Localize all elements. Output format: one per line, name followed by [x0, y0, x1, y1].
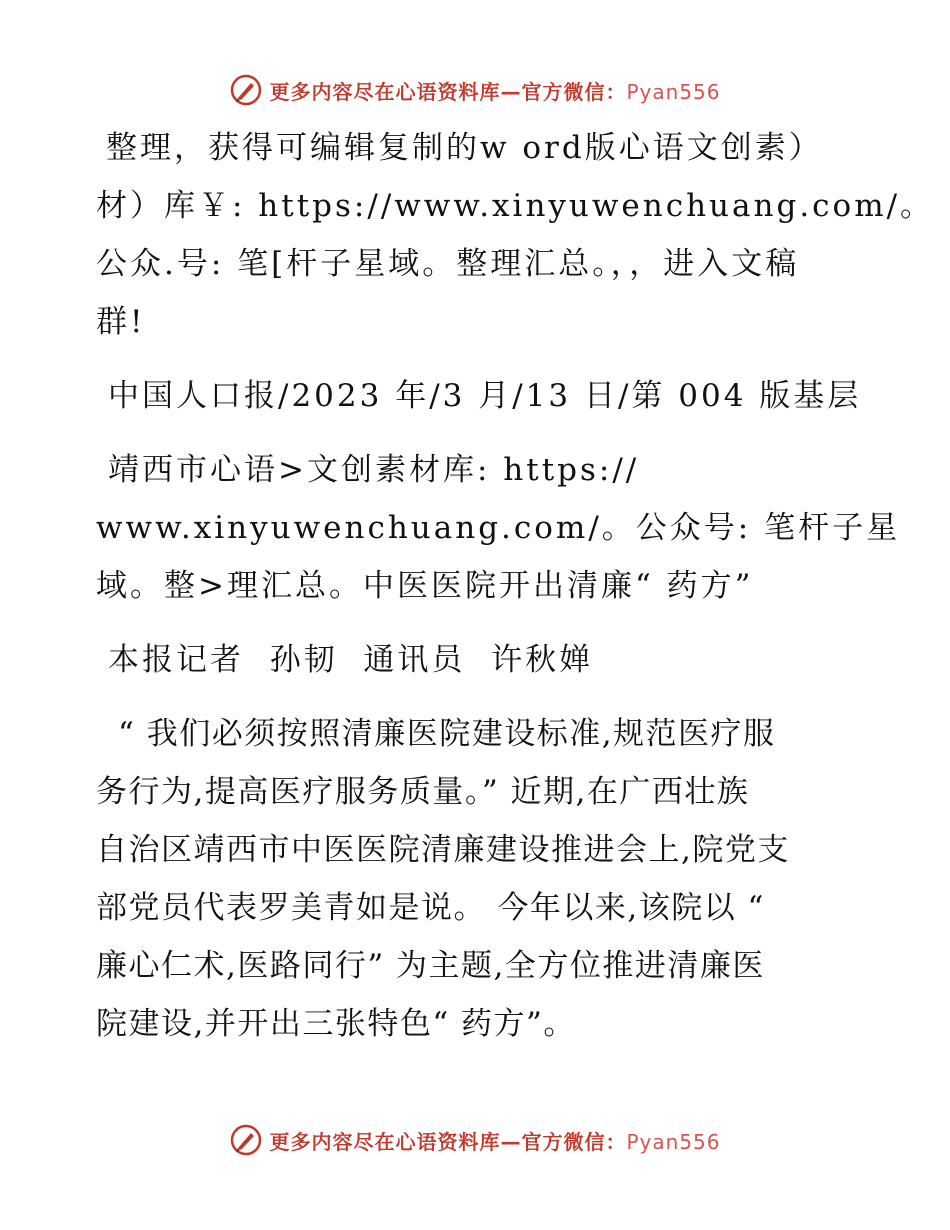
body-line-6: 院建设,并开出三张特色“ 药方”。 [96, 1006, 576, 1042]
banner-wechat-id: Pyan556 [626, 79, 721, 104]
footer-banner [0, 1122, 950, 1158]
banner-text [269, 76, 720, 105]
intro-line-4: 群! [96, 304, 146, 340]
body-line-2: 务行为,提高医疗服务质量。” 近期,在广西壮族 [96, 774, 750, 810]
banner-wechat-id: Pyan556 [626, 1129, 721, 1154]
source-line: 中国人口报/2023 年/3 月/13 日/第 004 版基层 [108, 378, 862, 414]
header-banner [0, 72, 950, 108]
body-line-3: 自治区靖西市中医医院清廉建设推进会上,院党支 [96, 832, 790, 868]
intro-line-1: 整理，获得可编辑复制的w ord版心语文创素） [106, 130, 823, 166]
body-line-4: 部党员代表罗美青如是说。 今年以来,该院以 “ [96, 890, 765, 926]
intro-line-3: 公众.号: 笔[杆子星域。整理汇总。，，进入文稿 [96, 246, 800, 282]
body-line-5: 廉心仁术,医路同行” 为主题,全方位推进清廉医 [96, 948, 765, 984]
headline-line-2: www.xinyuwenchuang.com/。公众号: 笔杆子星 [96, 510, 901, 546]
pen-logo-icon [229, 73, 263, 107]
headline-line-3: 域。整>理汇总。中医医院开出清廉“ 药方” [96, 568, 754, 604]
banner-text [269, 1126, 720, 1155]
banner-title: 更多内容尽在心语资料库—官方微信： [269, 1129, 627, 1154]
intro-line-2: 材）库￥: https://www.xinyuwenchuang.com/。 [96, 188, 935, 224]
headline-line-1: 靖西市心语>文创素材库: https:// [108, 452, 640, 488]
body-line-1: “ 我们必须按照清廉医院建设标准,规范医疗服 [118, 716, 776, 752]
byline: 本报记者 孙韧 通讯员 许秋婵 [108, 642, 594, 678]
banner-title: 更多内容尽在心语资料库—官方微信： [269, 79, 627, 104]
pen-logo-icon [229, 1123, 263, 1157]
